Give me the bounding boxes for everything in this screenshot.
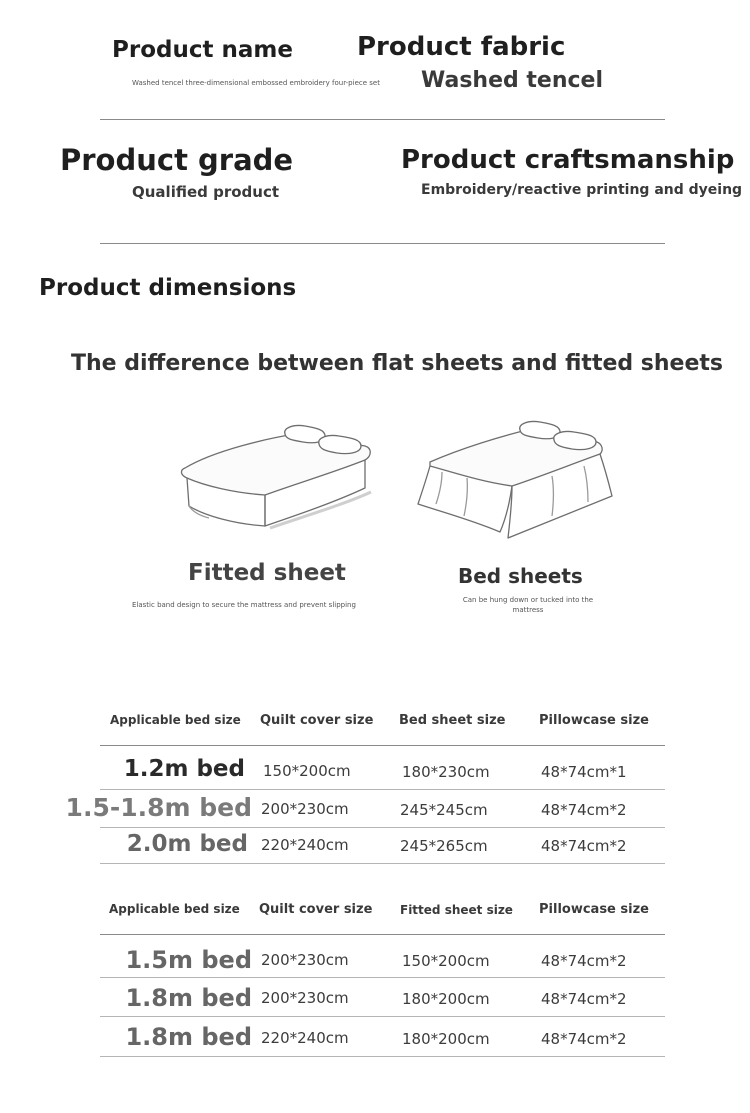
row-divider [100,789,665,790]
table1-header-bed-sheet: Bed sheet size [399,713,506,728]
table1-row1-pillowcase: 48*74cm*1 [541,763,627,781]
table2-row3-fitted-sheet: 180*200cm [402,1030,490,1048]
table1-row2-bed-sheet: 245*245cm [400,801,488,819]
table1-row3-bed-sheet: 245*265cm [400,837,488,855]
table2-header-bed-size: Applicable bed size [109,902,240,916]
product-grade-value: Qualified product [132,183,280,201]
product-grade-label: Product grade [60,143,294,177]
table2-row1-quilt-cover: 200*230cm [261,951,349,969]
table2-row2-fitted-sheet: 180*200cm [402,990,490,1008]
difference-title: The difference between flat sheets and fitted sheets [71,351,723,376]
product-fabric-label: Product fabric [357,32,566,62]
table2-header-pillowcase: Pillowcase size [539,902,649,917]
bed-sheets-caption-line1: Can be hung down or tucked into the [462,596,594,604]
table2-row2-bed-size: 1.8m bed [125,984,252,1012]
row-divider [100,827,665,828]
table1-header-quilt-cover: Quilt cover size [260,713,374,728]
table1-row3-bed-size: 2.0m bed [126,831,248,857]
table2-row1-fitted-sheet: 150*200cm [402,952,490,970]
table2-row1-bed-size: 1.5m bed [125,946,252,974]
table2-row1-pillowcase: 48*74cm*2 [541,952,627,970]
bed-sheets-caption-line2: mattress [512,606,544,614]
table1-header-divider [100,745,665,746]
flat-sheet-illustration [412,420,627,545]
fitted-sheet-title: Fitted sheet [188,560,346,586]
table1-row3-pillowcase: 48*74cm*2 [541,837,627,855]
table1-header-bed-size: Applicable bed size [110,713,241,727]
bed-sheets-title: Bed sheets [458,564,583,588]
product-craftsmanship-label: Product craftsmanship [401,145,735,175]
table2-row2-pillowcase: 48*74cm*2 [541,990,627,1008]
table1-row1-bed-size: 1.2m bed [123,756,245,782]
table1-row1-bed-sheet: 180*230cm [402,763,490,781]
table1-row2-bed-size: 1.5-1.8m bed [65,793,252,822]
table2-row3-bed-size: 1.8m bed [125,1023,252,1051]
table2-header-quilt-cover: Quilt cover size [259,902,373,917]
divider [100,243,665,244]
fitted-sheet-caption: Elastic band design to secure the mattress and prevent slipping [132,601,356,609]
table2-row3-pillowcase: 48*74cm*2 [541,1030,627,1048]
row-divider [100,1016,665,1017]
table1-row1-quilt-cover: 150*200cm [263,762,351,780]
product-fabric-value: Washed tencel [421,68,604,93]
fitted-sheet-illustration [175,420,385,540]
table2-row2-quilt-cover: 200*230cm [261,989,349,1007]
table1-header-pillowcase: Pillowcase size [539,713,649,728]
row-divider [100,1056,665,1057]
table1-row2-pillowcase: 48*74cm*2 [541,801,627,819]
product-name-label: Product name [112,37,293,63]
table2-header-divider [100,934,665,935]
table2-row3-quilt-cover: 220*240cm [261,1029,349,1047]
product-name-value: Washed tencel three-dimensional embossed embroidery four-piece set [132,79,380,87]
divider [100,119,665,120]
row-divider [100,863,665,864]
product-dimensions-heading: Product dimensions [39,275,297,301]
product-craftsmanship-value: Embroidery/reactive printing and dyeing [421,182,743,198]
table1-row3-quilt-cover: 220*240cm [261,836,349,854]
table1-row2-quilt-cover: 200*230cm [261,800,349,818]
table2-header-fitted-sheet: Fitted sheet size [400,903,513,917]
row-divider [100,977,665,978]
